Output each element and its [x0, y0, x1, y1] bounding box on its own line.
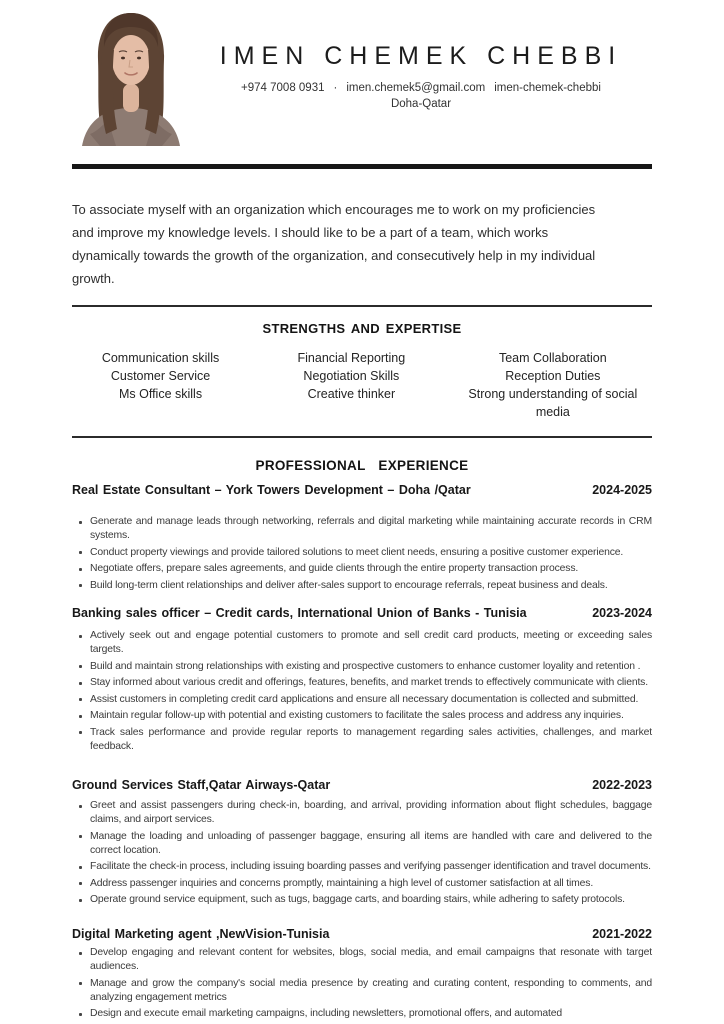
skills-column-1 — [72, 349, 249, 421]
objective-line: To associate myself with an organization which encourages me to work on my proficiencies — [72, 202, 596, 217]
job-title: Banking sales officer – Credit cards, International Union of Banks - Tunisia — [72, 606, 527, 620]
job-dates: 2023-2024 — [592, 606, 652, 620]
job-bullet: Build long-term client relationships and deliver after-sales support to encourage referrals, repeat business and deals. — [72, 579, 652, 593]
job-bullet: Maintain regular follow-up with potential and existing customers to facilitate the sales process and address any inquiries. — [72, 709, 652, 723]
strengths-title: STRENGTHS AND EXPERTISE — [262, 321, 462, 336]
job-entry-real-estate — [72, 483, 652, 595]
header-divider — [72, 164, 652, 169]
objective-line: dynamically towards the growth of the organization, and consecutively help in my individual — [72, 248, 596, 263]
job-header — [72, 778, 652, 792]
job-dates: 2021-2022 — [592, 927, 652, 941]
job-entry-ground-services — [72, 778, 652, 910]
job-bullet: Generate and manage leads through networking, referrals and digital marketing while maintaining accurate records in CRM systems. — [72, 515, 652, 543]
job-title: Ground Services Staff,Qatar Airways-Qatar — [72, 778, 331, 792]
job-header — [72, 483, 652, 497]
job-bullet: Build and maintain strong relationships with existing and prospective customers to enhance customer loyality and retention . — [72, 660, 652, 674]
phone-number: +974 7008 0931 — [241, 82, 325, 94]
skills-column-2 — [261, 349, 442, 421]
job-bullet: Facilitate the check-in process, including issuing boarding passes and verifying passenger identification and travel documents. — [72, 860, 652, 874]
skill-item: Creative thinker — [307, 387, 396, 401]
job-dates: 2022-2023 — [592, 778, 652, 792]
job-bullet-list — [72, 629, 652, 754]
skill-item: Negotiation Skills — [303, 369, 400, 383]
skills-column-3 — [454, 349, 652, 421]
job-bullet: Manage and grow the company's social media presence by creating and curating content, responding to comments, and analyzing engagement metrics — [72, 977, 652, 1005]
job-bullet-list — [72, 946, 652, 1021]
job-bullet: Operate ground service equipment, such as tugs, baggage carts, and boarding stairs, while adhering to safety protocols. — [72, 893, 652, 907]
job-bullet: Negotiate offers, prepare sales agreements, and guide clients through the entire property transaction process. — [72, 562, 652, 576]
job-entry-digital-marketing — [72, 927, 652, 1024]
section-divider — [72, 305, 652, 307]
section-divider — [72, 436, 652, 438]
job-bullet: Develop engaging and relevant content for websites, blogs, social media, and email campaigns that resonate with target audiences. — [72, 946, 652, 974]
portrait-illustration — [72, 8, 190, 146]
header-text — [190, 8, 652, 146]
experience-title: PROFESSIONAL EXPERIENCE — [255, 458, 469, 473]
job-bullet: Actively seek out and engage potential customers to promote and sell credit card products, meeting or exceeding sales targets. — [72, 629, 652, 657]
job-bullet: Track sales performance and provide regular reports to management regarding sales activities, challenges, and market feedback. — [72, 726, 652, 754]
job-header — [72, 606, 652, 620]
skill-item: Ms Office skills — [118, 387, 203, 401]
job-bullet-list — [72, 515, 652, 593]
resume-header — [0, 0, 724, 146]
contact-separator: · — [333, 82, 338, 94]
objective-line: and improve my knowledge levels. I should like to be a part of a team, which works — [72, 225, 549, 240]
job-header — [72, 927, 652, 941]
job-bullet: Manage the loading and unloading of passenger baggage, ensuring all items are handled with care and delivered to the correct location. — [72, 830, 652, 858]
skill-item: Financial Reporting — [297, 351, 406, 365]
job-bullet: Address passenger inquiries and concerns promptly, maintaining a high level of customer satisfaction at all times. — [72, 877, 652, 891]
job-entry-banking — [72, 606, 652, 756]
skill-item: Customer Service — [110, 369, 211, 383]
objective-line: growth. — [72, 271, 115, 286]
job-title: Digital Marketing agent ,NewVision-Tunisia — [72, 927, 330, 941]
job-bullet: Design and execute email marketing campaigns, including newsletters, promotional offers, and automated — [72, 1007, 652, 1021]
email-address: imen.chemek5@gmail.com — [346, 82, 486, 94]
job-bullet: Greet and assist passengers during check-in, boarding, and arrival, providing information about flight schedules, baggage claims, and airport services. — [72, 799, 652, 827]
location-text: Doha-Qatar — [390, 98, 452, 110]
candidate-name: IMEN CHEMEK CHEBBI — [219, 42, 623, 70]
skill-item: Reception Duties — [505, 369, 601, 383]
job-bullet: Conduct property viewings and provide tailored solutions to meet client needs, ensuring a positive customer experience. — [72, 546, 652, 560]
job-dates: 2024-2025 — [592, 483, 652, 497]
skill-item: Team Collaboration — [498, 351, 607, 365]
job-title: Real Estate Consultant – York Towers Development – Doha /Qatar — [72, 483, 471, 497]
objective-paragraph — [72, 198, 652, 290]
profile-photo — [72, 8, 190, 146]
job-bullet: Stay informed about various credit and offerings, features, benefits, and market trends to effectively communicate with clients. — [72, 676, 652, 690]
skill-item: Strong understanding of social media — [468, 387, 638, 419]
skills-grid — [72, 349, 652, 421]
job-bullet: Assist customers in completing credit card applications and ensure all necessary documentation is collected and submitted. — [72, 693, 652, 707]
job-bullet-list — [72, 799, 652, 907]
skill-item: Communication skills — [101, 351, 220, 365]
contact-line — [190, 82, 652, 94]
profile-handle: imen-chemek-chebbi — [494, 82, 601, 94]
